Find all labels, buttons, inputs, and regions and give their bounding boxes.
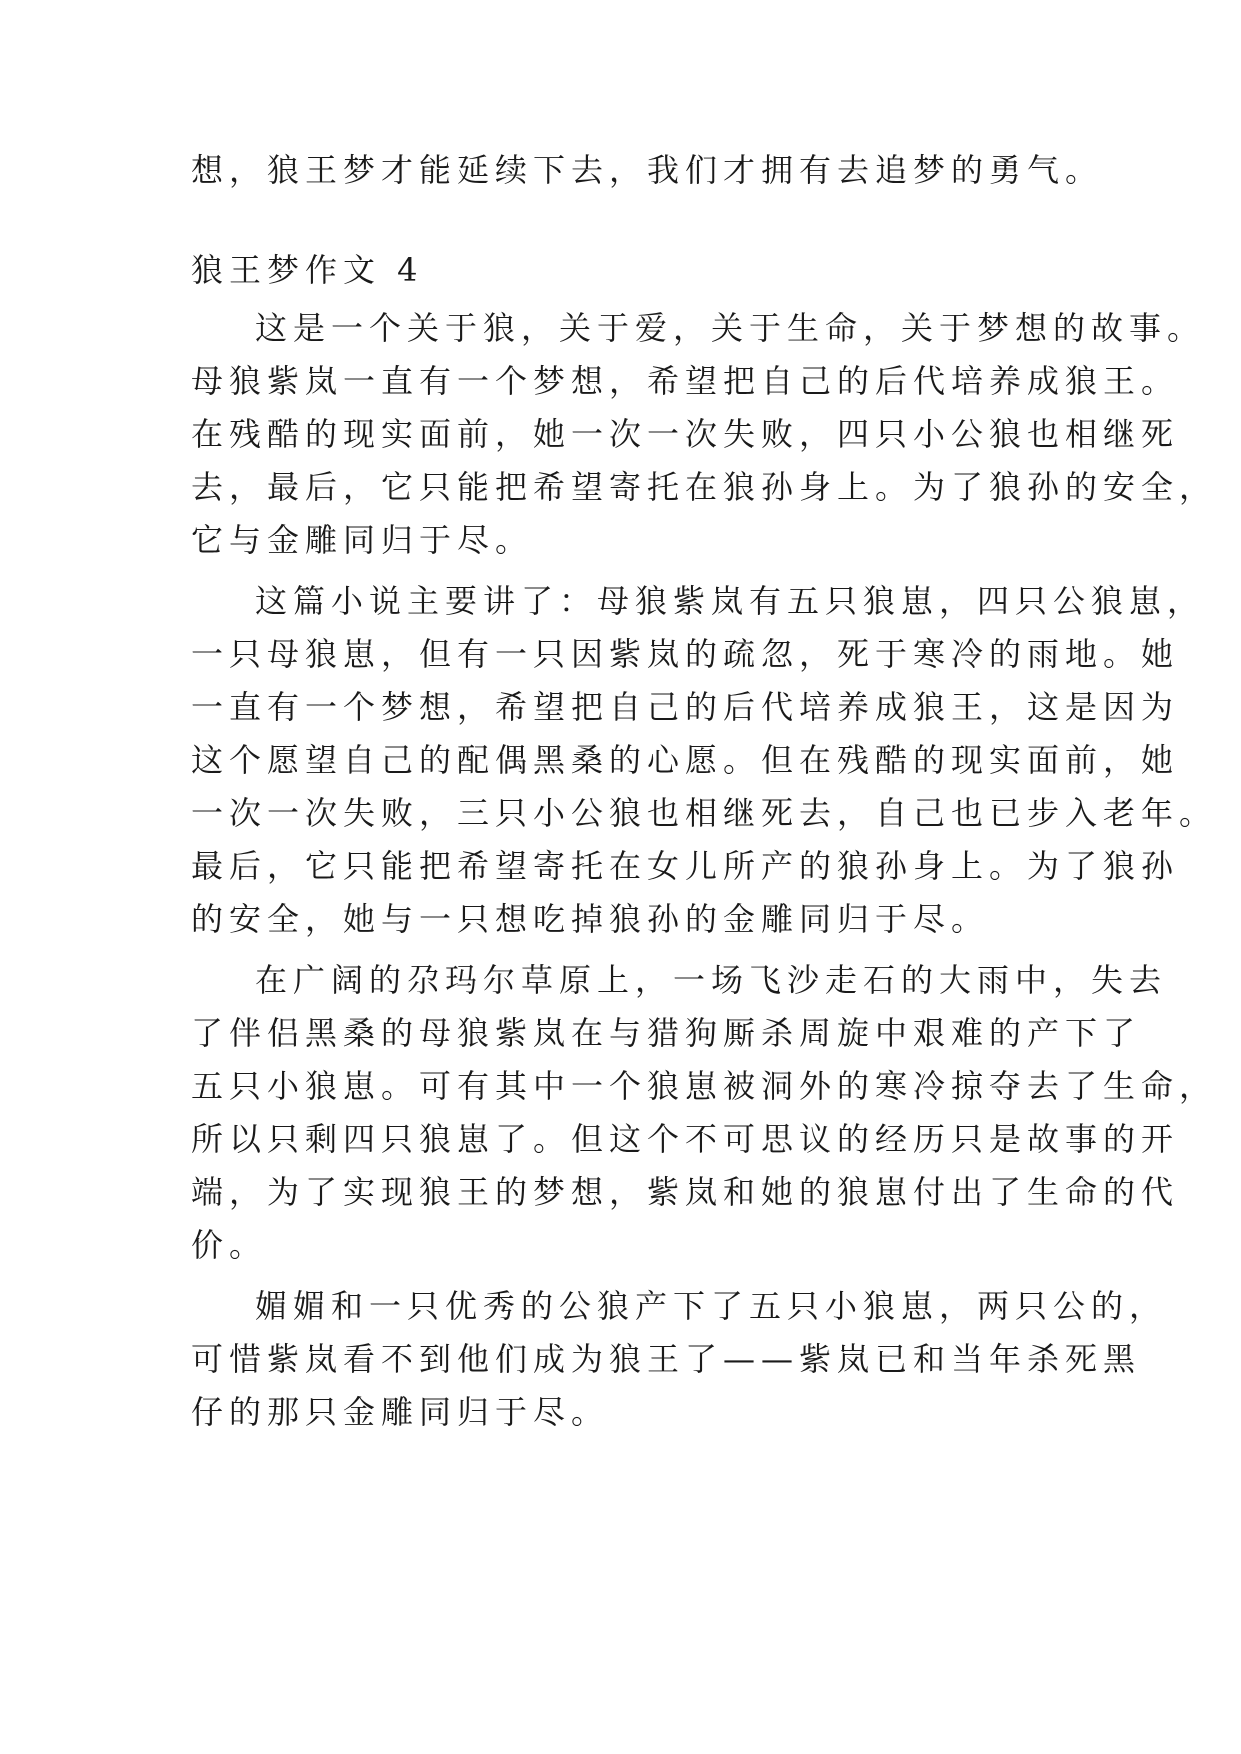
text-line: 母狼紫岚一直有一个梦想，希望把自己的后代培养成狼王。 bbox=[191, 362, 1180, 400]
text-line: 端，为了实现狼王的梦想，紫岚和她的狼崽付出了生命的代 bbox=[191, 1173, 1180, 1211]
text-line: 这是一个关于狼，关于爱，关于生命，关于梦想的故事。 bbox=[255, 309, 1206, 347]
text-line: 去，最后，它只能把希望寄托在狼孙身上。为了狼孙的安全， bbox=[191, 468, 1218, 506]
text-line: 一次一次失败，三只小公狼也相继死去，自己也已步入老年。 bbox=[191, 794, 1218, 832]
text-line: 最后，它只能把希望寄托在女儿所产的狼孙身上。为了狼孙 bbox=[191, 847, 1180, 885]
text-line: 可惜紫岚看不到他们成为狼王了——紫岚已和当年杀死黑 bbox=[191, 1340, 1142, 1378]
text-line: 一直有一个梦想，希望把自己的后代培养成狼王，这是因为 bbox=[191, 688, 1180, 726]
text-line: 媚媚和一只优秀的公狼产下了五只小狼崽，两只公的， bbox=[255, 1287, 1168, 1325]
text-line: 这篇小说主要讲了：母狼紫岚有五只狼崽，四只公狼崽， bbox=[255, 582, 1206, 620]
text-line: 一只母狼崽，但有一只因紫岚的疏忽，死于寒冷的雨地。她 bbox=[191, 635, 1180, 673]
text-line: 在残酷的现实面前，她一次一次失败，四只小公狼也相继死 bbox=[191, 415, 1180, 453]
text-line: 的安全，她与一只想吃掉狼孙的金雕同归于尽。 bbox=[191, 900, 990, 938]
text-line: 在广阔的尕玛尔草原上，一场飞沙走石的大雨中，失去 bbox=[255, 961, 1168, 999]
text-line: 价。 bbox=[191, 1226, 268, 1264]
text-line: 五只小狼崽。可有其中一个狼崽被洞外的寒冷掠夺去了生命， bbox=[191, 1067, 1218, 1105]
text-line: 了伴侣黑桑的母狼紫岚在与猎狗厮杀周旋中艰难的产下了 bbox=[191, 1014, 1142, 1052]
text-line: 所以只剩四只狼崽了。但这个不可思议的经历只是故事的开 bbox=[191, 1120, 1180, 1158]
text-line: 它与金雕同归于尽。 bbox=[191, 521, 534, 559]
text-line: 想，狼王梦才能延续下去，我们才拥有去追梦的勇气。 bbox=[191, 151, 1104, 189]
text-line: 这个愿望自己的配偶黑桑的心愿。但在残酷的现实面前，她 bbox=[191, 741, 1180, 779]
section-heading: 狼王梦作文 4 bbox=[191, 251, 424, 289]
text-line: 仔的那只金雕同归于尽。 bbox=[191, 1393, 610, 1431]
